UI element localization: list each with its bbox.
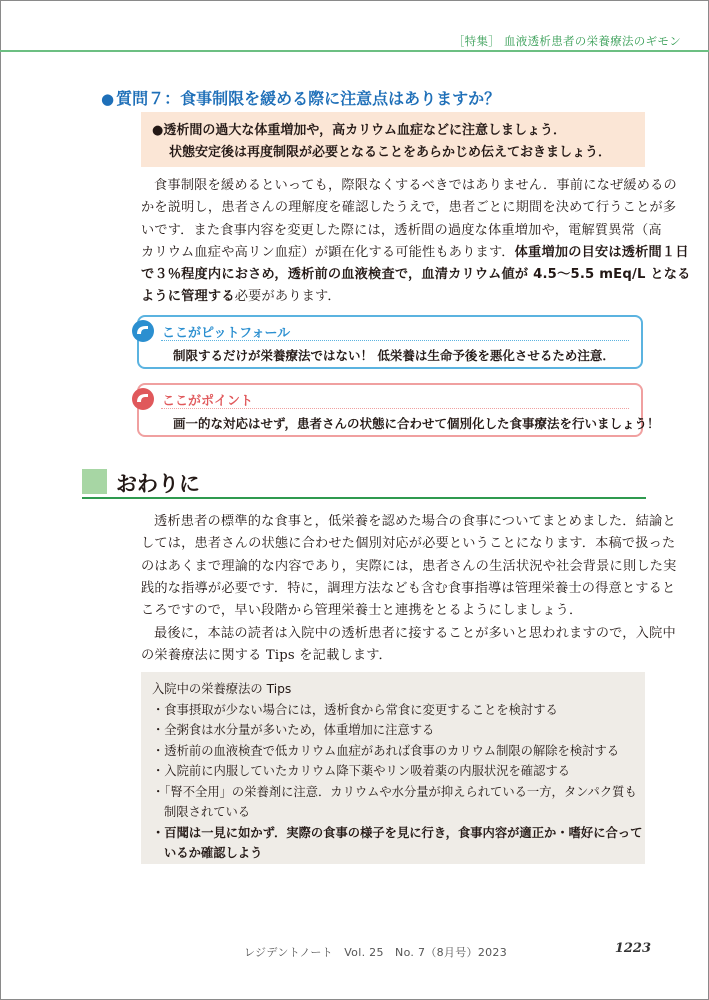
point-divider [161,408,629,409]
paragraph-2-line: 透析患者の標準的な食事と，低栄養を認めた場合の食事についてまとめました．結論と [154,514,676,529]
tips-item: ・「腎不全用」の栄養剤に注意．カリウムや水分量が抑えられている一方，タンパク質も [152,784,637,799]
paragraph-3 [141,623,676,668]
paragraph-1-line [141,242,689,264]
pitfall-divider [161,340,629,341]
paragraph-3-line: の栄養療法に関する Tips を記載します． [141,648,392,664]
pitfall-title: ここがピットフォール [162,326,291,341]
point-title: ここがポイント [162,394,254,409]
paragraph-1-line: 食事制限を緩めるといっても，際限なくするべきではありません．事前になぜ緩めるの [154,178,677,193]
footer-journal: レジデントノート Vol. 25 No. 7（8月号）2023 [244,946,508,959]
pitfall-icon [131,319,155,343]
paragraph-1-line [141,264,691,286]
pitfall-text: 制限するだけが栄養療法ではない！ 低栄養は生命予後を悪化させるため注意． [173,348,615,363]
tips-item-continuation: 制限されている [164,805,251,819]
section-rule [82,497,646,499]
paragraph-1-emphasis: で３％程度内におさめ，透析前の血液検査で，血清カリウム値が 4.5～5.5 mEq/L となる [141,267,691,283]
paragraph-2-line: 践的な指導が必要です．特に，調理方法なども含む食事指導は管理栄養士の得意とすると [141,580,676,596]
point-text: 画一的な対応はせず，患者さんの状態に合わせて個別化した食事療法を行いましょう！ [173,416,660,431]
paragraph-1-emphasis: ように管理する [141,289,235,305]
question-heading [101,86,500,109]
paragraph-2-line: のはあくまで理論的な内容であり，実際には，患者さんの生活状況や社会背景に則した実 [141,558,677,574]
tips-item: ・透析前の血液検査で低カリウム血症があれば食事のカリウム制限の解除を検討する [152,743,620,758]
running-head: ［特集］ 血液透析患者の栄養療法のギモン [452,34,681,48]
point-icon [131,387,155,411]
answer-line-1: ●透析間の過大な体重増加や，高カリウム血症などに注意しましょう． [152,123,566,138]
paragraph-1-line [141,286,645,308]
page-number: 1223 [614,941,651,956]
paragraph-1 [141,175,691,309]
paragraph-2-line: しては，患者さんの状態に合わせた個別対応が必要ということになります．本稿で扱った [141,536,676,552]
tips-item: ・百聞は一見に如かず．実際の食事の様子を見に行き，食事内容が適正か・嗜好に合って [152,825,643,840]
point-callout [137,383,660,437]
paragraph-1-line: かを説明し，患者さんの理解度を確認したうえで，患者ごとに期間を決めて行うことが多 [141,200,677,216]
header-rule [0,50,709,52]
paragraph-1-text: 必要があります． [234,289,341,305]
tips-title: 入院中の栄養療法の Tips [152,682,292,696]
answer-box [141,112,645,167]
section-marker [82,469,107,494]
question-title: 質問７：食事制限を緩める際に注意点はありますか？ [116,89,501,108]
tips-item-continuation: いるか確認しよう [164,846,263,860]
paragraph-1-text: カリウム血症や高リン血症）が顕在化する可能性もあります． [141,244,515,260]
question-bullet: ● [101,90,115,108]
tips-item: ・食事摂取が少ない場合には，透析食から常食に変更することを検討する [152,702,558,717]
section-title: おわりに [116,472,200,496]
pitfall-callout [137,315,643,369]
answer-line-2: 状態安定後は再度制限が必要となることをあらかじめ伝えておきましょう． [169,145,612,160]
paragraph-1-emphasis: 体重増加の目安は透析間１日 [514,244,689,260]
tips-item: ・全粥食は水分量が多いため，体重増加に注意する [152,723,435,737]
tips-item: ・入院前に内服していたカリウム降下薬やリン吸着薬の内服状況を確認する [152,764,570,778]
paragraph-2-line: ころですので，早い段階から管理栄養士と連携をとるようにしましょう． [141,603,583,619]
tips-box [141,672,645,864]
paragraph-3-line: 最後に，本誌の読者は入院中の透析患者に接することが多いと思われますので，入院中 [154,626,676,641]
paragraph-2 [141,511,677,622]
paragraph-1-line: いです．また食事内容を変更した際には，透析間の過度な体重増加や，電解質異常（高 [141,222,662,238]
